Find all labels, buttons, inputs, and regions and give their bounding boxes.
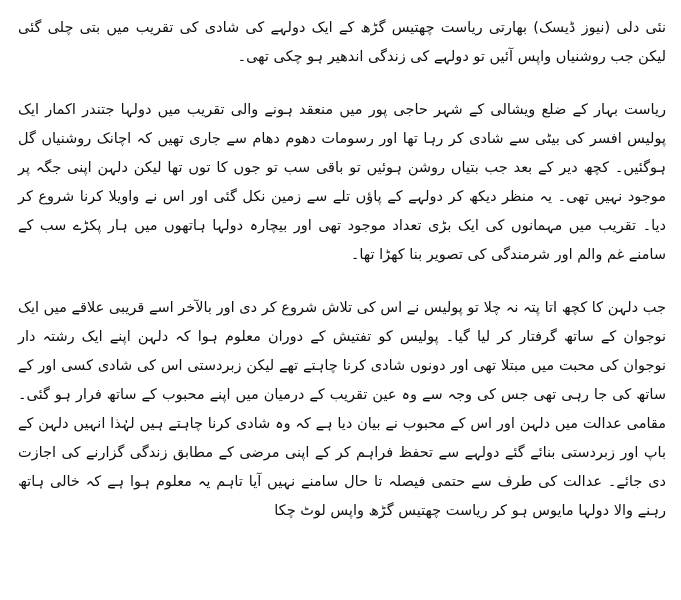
paragraph-3: جب دلہن کا کچھ اتا پتہ نہ چلا تو پولیس نے اس کی تلاش شروع کر دی اور بالآخر اسے قریبی علاقے میں ایک نوجوان کے ساتھ گرفتار کر لیا گیا۔ پولیس کو تفتیش کے دوران معلوم ہوا کہ دلہن اپنے ایک رشتہ دار نوجوان کی محبت میں مبتلا تھی اور دونوں شادی کرنا چاہتے تھے لیکن زبردستی اس کی شادی کسی اور کے ساتھ کی جا رہی تھی جس کی وجہ سے وہ عین تقریب کے درمیان میں اپنے محبوب کے ساتھ فرار ہو گئی۔ مقامی عدالت میں دلہن اور اس کے محبوب نے بیان دیا ہے کہ وہ شادی کرنا چاہتے ہیں لہٰذا انہیں دلہن کے باپ اور زبردستی بنائے گئے دولہے سے تحفظ فراہم کر کے اپنی مرضی کے مطابق زندگی گزارنے کی اجازت دی جائے۔ عدالت کی طرف سے حتمی فیصلہ تا حال سامنے نہیں آیا تاہم یہ معلوم ہوا ہے کہ خالی ہاتھ رہنے والا دولہا مایوس ہو کر ریاست چھتیس گڑھ واپس لوٹ چکا xyxy=(18,300,666,519)
paragraph-1: نئی دلی (نیوز ڈیسک) بھارتی ریاست چھتیس گڑھ کے ایک دولہے کی شادی کی تقریب میں بتی چلی گئی لیکن جب روشنیاں واپس آئیں تو دولہے کی زندگی اندھیر ہو چکی تھی۔ xyxy=(18,20,666,65)
article-body xyxy=(18,14,666,526)
paragraph-2: ریاست بہار کے ضلع ویشالی کے شہر حاجی پور میں منعقد ہونے والی تقریب میں دولہا جتندر اکمار ایک پولیس افسر کی بیٹی سے شادی کر رہا تھا اور رسومات دھوم دھام سے جاری تھیں کہ اچانک روشنیاں گل ہوگئیں۔ کچھ دیر کے بعد جب بتیاں روشن ہوئیں تو باقی سب تو جوں کا توں تھا لیکن دلہن اپنی جگہ پر موجود نہیں تھی۔ یہ منظر دیکھ کر دولہے کے پاؤں تلے سے زمین نکل گئی اور اس نے واویلا کرنا شروع کر دیا۔ تقریب میں مہمانوں کی ایک بڑی تعداد موجود تھی اور بیچارہ دولہا ہاتھوں میں ہار پکڑے سب کے سامنے غم والم اور شرمندگی کی تصویر بنا کھڑا تھا۔ xyxy=(18,102,666,263)
